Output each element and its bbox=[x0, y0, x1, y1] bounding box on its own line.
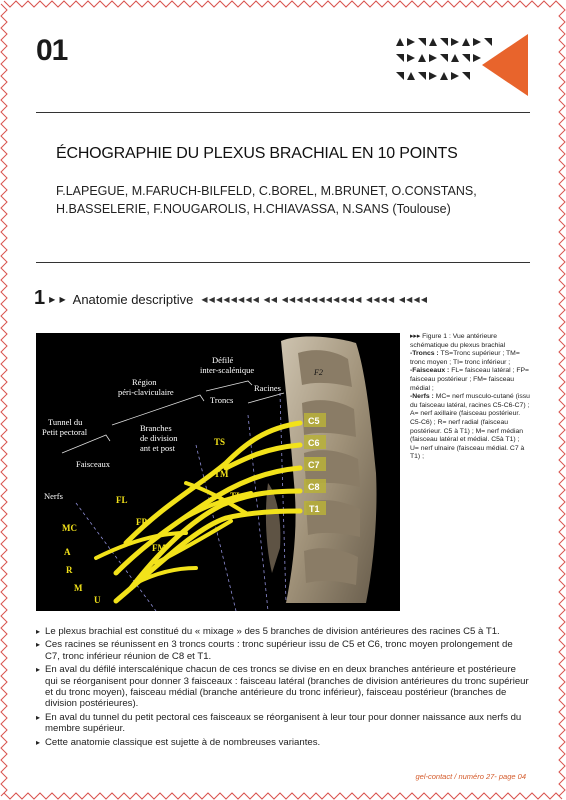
top-rule bbox=[36, 112, 530, 113]
faisceaux-label: Faisceaux bbox=[76, 459, 110, 469]
branches-label: ant et post bbox=[140, 443, 175, 453]
cord-label: FP bbox=[136, 517, 147, 527]
zigzag-segment bbox=[559, 4, 565, 796]
branches-label: Branches bbox=[140, 423, 172, 433]
defile-label: inter-scalénique bbox=[200, 365, 255, 375]
triangle-pattern-icon bbox=[440, 54, 448, 62]
section-rule bbox=[36, 262, 530, 263]
zigzag-segment bbox=[4, 1, 562, 7]
triangle-pattern-icon bbox=[462, 72, 470, 80]
nerve-label: A bbox=[64, 547, 71, 557]
arrow-decoration-icon: ▶ ▶ bbox=[49, 295, 67, 304]
f2-label: F2 bbox=[314, 368, 323, 377]
nerfs-label: Nerfs bbox=[44, 491, 63, 501]
section-number: 1 bbox=[34, 287, 46, 309]
triangle-pattern-icon bbox=[451, 38, 459, 46]
triangle-pattern-icon bbox=[418, 54, 426, 62]
page-footer: gel-contact / numéro 27- page 04 bbox=[415, 772, 526, 781]
triangle-pattern-icon bbox=[451, 72, 459, 80]
article-title: ÉCHOGRAPHIE DU PLEXUS BRACHIAL EN 10 POINTS bbox=[56, 145, 458, 162]
triangle-pattern-icon bbox=[396, 54, 404, 62]
troncs-label: Troncs bbox=[210, 395, 234, 405]
caption-key: -Nerfs : bbox=[410, 393, 434, 401]
article-authors: F.LAPEGUE, M.FARUCH-BILFELD, C.BOREL, M.BRUNET, O.CONSTANS, H.BASSELERIE, F.NOUGAROLIS, H.CHIAVASSA, N.SANS (Toulouse) bbox=[56, 184, 477, 216]
triangle-pattern-icon bbox=[396, 38, 404, 46]
cord-label: FM bbox=[152, 543, 166, 553]
root-label: T1 bbox=[309, 504, 320, 514]
list-item: ▸ En aval du tunnel du petit pectoral ces faisceaux se réorganisent à leur tour pour donner naissance aux nerfs du membre supérieur. bbox=[36, 712, 530, 735]
list-item: ▸ Cette anatomie classique est sujette à de nombreuses variantes. bbox=[36, 737, 530, 748]
triangle-pattern-icon bbox=[407, 38, 415, 46]
triangle-pattern-icon bbox=[473, 54, 481, 62]
root-label: C6 bbox=[308, 438, 320, 448]
triangle-pattern-icon bbox=[440, 38, 448, 46]
zigzag-segment bbox=[1, 4, 7, 796]
zigzag-segment bbox=[4, 793, 562, 799]
trunk-label: TM bbox=[214, 469, 229, 479]
triangle-pattern-icon bbox=[418, 72, 426, 80]
caption-text: TS=Tronc supérieur ; TM= tronc moyen ; TI= tronc inférieur ; bbox=[410, 350, 520, 366]
racines-label: Racines bbox=[254, 383, 281, 393]
triangle-pattern-icon bbox=[418, 38, 426, 46]
region-texts bbox=[42, 355, 281, 501]
triangle-pattern-icon bbox=[462, 38, 470, 46]
plexus-figure bbox=[36, 333, 400, 611]
triangle-pattern-icon bbox=[396, 72, 404, 80]
triangle-pattern-icon bbox=[440, 72, 448, 80]
page-number: 01 bbox=[36, 34, 68, 67]
caption-key: -Faisceaux : bbox=[410, 367, 450, 375]
caption-text: FL= faisceau latéral ; FP= faisceau postérieur ; FM= faisceau médial ; bbox=[410, 367, 530, 392]
figure-caption bbox=[410, 333, 530, 462]
trunk-label: TS bbox=[214, 437, 226, 447]
triangle-pattern-icon bbox=[451, 54, 459, 62]
triangle-pattern-icon bbox=[407, 72, 415, 80]
bullet-list bbox=[36, 626, 530, 750]
nerve-paths bbox=[96, 423, 300, 601]
list-item: ▸ En aval du défilé interscalénique chacun de ces troncs se divise en en deux branches antérieure et postérieure qui se réorganisent pour donner 3 faisceaux : faisceau latéral (branches de division antérieures du tronc supérieur et du tronc moyen), faisceau médial (branche antérieure du tronc inférieur), faisceau postérieur (branches de division postérieures). bbox=[36, 664, 530, 710]
triangle-pattern-icon bbox=[484, 38, 492, 46]
region-label: Région bbox=[132, 377, 157, 387]
cord-label: FL bbox=[116, 495, 128, 505]
region-lines bbox=[76, 393, 286, 611]
list-item: ▸ Le plexus brachial est constitué du « mixage » des 5 branches de division antérieures des racines C5 à T1. bbox=[36, 626, 530, 637]
nerve-label: R bbox=[66, 565, 73, 575]
list-item: ▸ Ces racines se réunissent en 3 troncs courts : tronc supérieur issu de C5 et C6, tronc moyen prolongement de C7, tronc inférieur réunion de C8 et T1. bbox=[36, 639, 530, 662]
trunk-label: TI bbox=[230, 491, 240, 501]
triangle-pattern-icon bbox=[407, 54, 415, 62]
arrow-decoration-icon: ▸▸▸ bbox=[410, 333, 423, 340]
section-heading bbox=[34, 286, 428, 308]
nerve-label: M bbox=[74, 583, 83, 593]
root-label: C5 bbox=[308, 416, 320, 426]
triangle-pattern-icon bbox=[473, 38, 481, 46]
tunnel-label: Tunnel du bbox=[48, 417, 83, 427]
defile-label: Défilé bbox=[212, 355, 234, 365]
triangle-pattern-icon bbox=[429, 38, 437, 46]
branches-label: de division bbox=[140, 433, 178, 443]
caption-text: MC= nerf musculo-cutané (issu du faisceau latéral, racines C5-C6-C7) ; A= nerf axillaire (faisceau postérieur. C5-C6) ; R= nerf radial (faisceau postérieur. C5 à T1) ; M= nerf médian (faisceau latéral et médial. C5à T1) ; U= nerf ulnaire (faisceau médial. C7 à T1) ; bbox=[410, 393, 530, 461]
triangle-pattern-icon bbox=[429, 54, 437, 62]
orange-triangle-icon bbox=[482, 34, 528, 96]
nerve-label: MC bbox=[62, 523, 77, 533]
root-label: C8 bbox=[308, 482, 320, 492]
header-ornament bbox=[396, 34, 528, 96]
caption-key: -Troncs : bbox=[410, 350, 439, 358]
arrow-decoration-icon: ◀◀◀◀◀◀◀◀ ◀◀ ◀◀◀◀◀◀◀◀◀◀◀ ◀◀◀◀ ◀◀◀◀ bbox=[201, 295, 429, 304]
plexus-diagram bbox=[36, 333, 400, 611]
nerve-label: U bbox=[94, 595, 101, 605]
triangle-pattern-icon bbox=[462, 54, 470, 62]
root-label: C7 bbox=[308, 460, 320, 470]
tunnel-label: Petit pectoral bbox=[42, 427, 88, 437]
section-title: Anatomie descriptive bbox=[72, 292, 194, 307]
region-label: péri-claviculaire bbox=[118, 387, 174, 397]
caption-intro: Figure 1 : Vue antérieure schématique du plexus brachial bbox=[410, 333, 506, 349]
triangle-pattern-icon bbox=[429, 72, 437, 80]
